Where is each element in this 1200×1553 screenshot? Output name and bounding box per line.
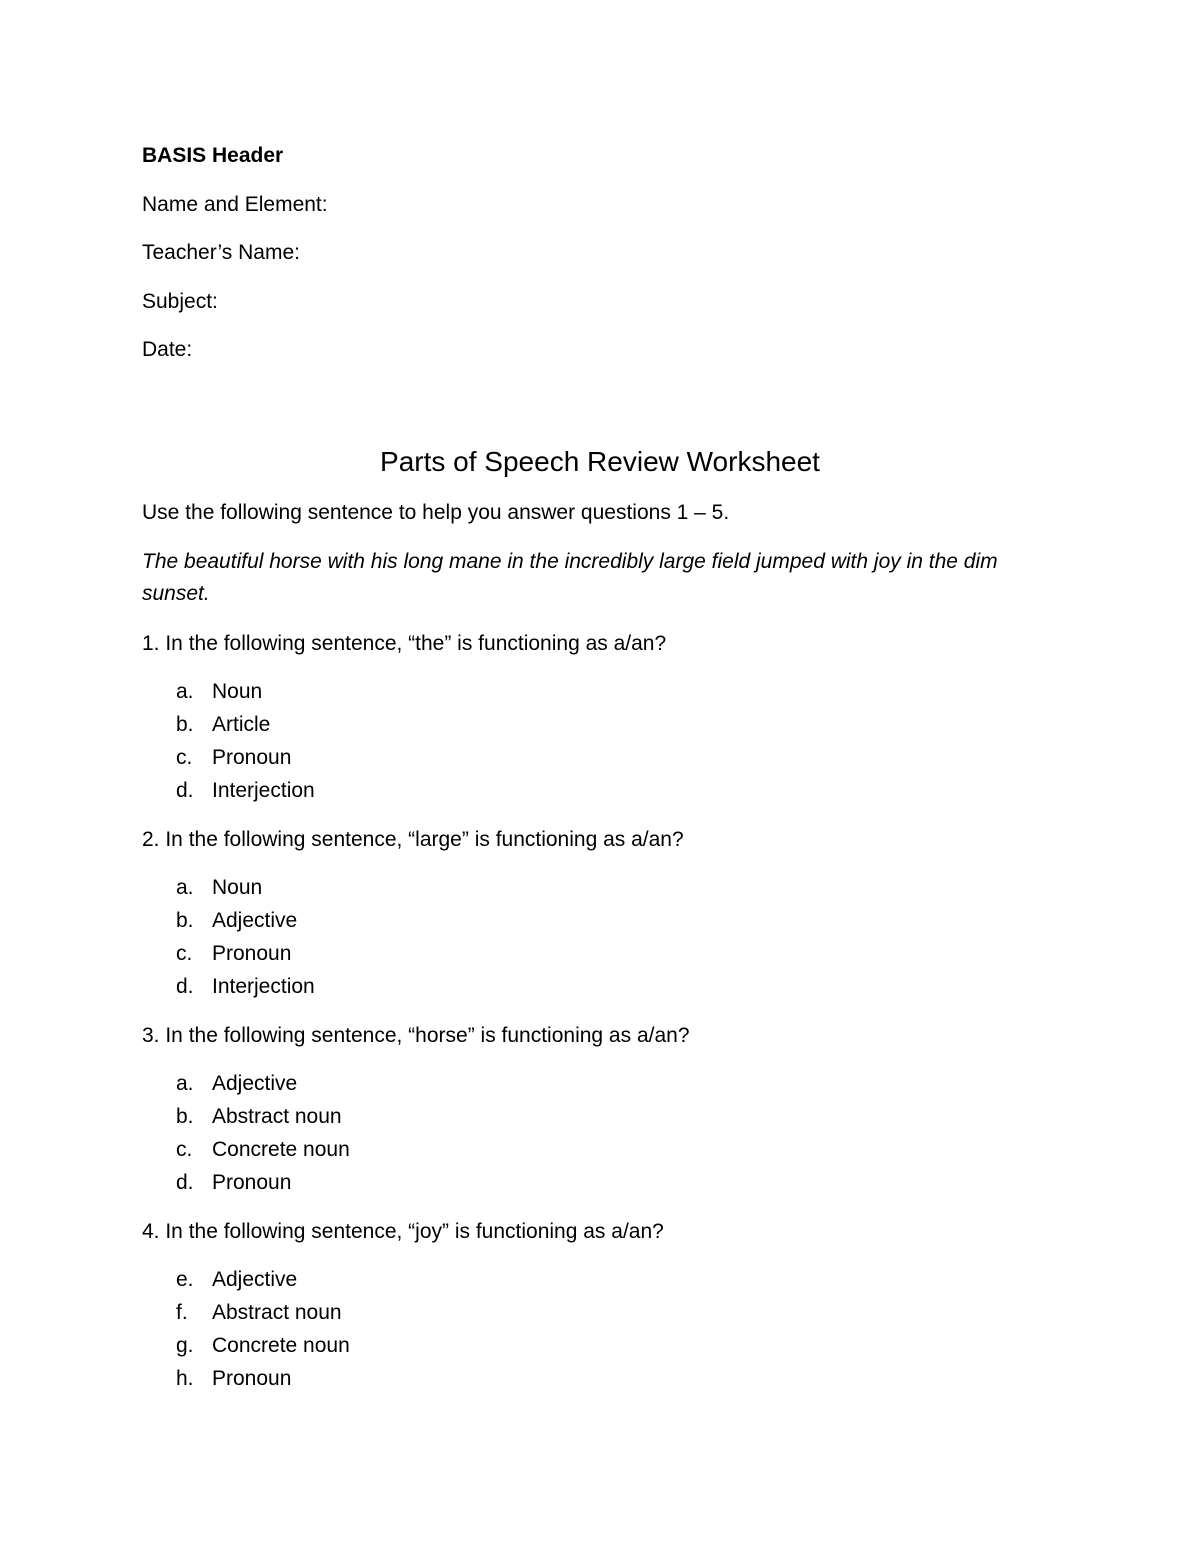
option-label: Adjective: [212, 1072, 298, 1095]
question-1-option-b: [176, 712, 270, 738]
question-2-option-c: [176, 941, 291, 967]
question-4-option-e: [176, 1267, 297, 1293]
question-3-option-a: [176, 1071, 297, 1097]
question-4: 4. In the following sentence, “joy” is functioning as a/an?: [142, 1220, 664, 1243]
option-label: Adjective: [212, 909, 298, 932]
option-letter: a.: [176, 680, 194, 703]
header-date: Date:: [142, 338, 193, 361]
option-letter: b.: [176, 909, 194, 932]
question-2-option-b: [176, 908, 297, 934]
header-teacher: Teacher’s Name:: [142, 241, 300, 264]
option-label: Adjective: [212, 1268, 298, 1291]
option-label: Interjection: [212, 779, 315, 802]
question-2-option-a: [176, 875, 262, 901]
question-1-option-a: [176, 679, 262, 705]
option-letter: g.: [176, 1334, 194, 1357]
question-3-option-d: [176, 1170, 291, 1196]
option-label: Pronoun: [212, 1367, 292, 1390]
header-name-element: Name and Element:: [142, 193, 328, 216]
question-3-option-b: [176, 1104, 342, 1130]
option-label: Noun: [212, 680, 263, 703]
option-letter: b.: [176, 713, 194, 736]
option-letter: e.: [176, 1268, 194, 1291]
option-label: Pronoun: [212, 1171, 292, 1194]
option-label: Pronoun: [212, 746, 292, 769]
header-school: BASIS Header: [142, 144, 284, 167]
option-label: Concrete noun: [212, 1138, 350, 1161]
question-2: 2. In the following sentence, “large” is functioning as a/an?: [142, 828, 684, 851]
question-1-option-d: [176, 778, 315, 804]
option-label: Abstract noun: [212, 1105, 342, 1128]
option-label: Interjection: [212, 975, 315, 998]
option-label: Pronoun: [212, 942, 292, 965]
question-3: 3. In the following sentence, “horse” is functioning as a/an?: [142, 1024, 690, 1047]
question-4-option-g: [176, 1333, 350, 1359]
option-letter: d.: [176, 1171, 194, 1194]
question-3-option-c: [176, 1137, 350, 1163]
question-4-option-f: [176, 1300, 342, 1326]
option-letter: h.: [176, 1367, 194, 1390]
question-1: 1. In the following sentence, “the” is functioning as a/an?: [142, 632, 667, 655]
option-label: Concrete noun: [212, 1334, 350, 1357]
option-letter: d.: [176, 779, 194, 802]
option-label: Article: [212, 713, 271, 736]
option-letter: c.: [176, 1138, 193, 1161]
example-sentence: The beautiful horse with his long mane in the incredibly large field jumped with joy in the dim sunset.: [142, 550, 998, 605]
question-4-option-h: [176, 1366, 291, 1392]
header-subject: Subject:: [142, 290, 218, 313]
option-letter: c.: [176, 746, 193, 769]
option-letter: a.: [176, 1072, 194, 1095]
option-letter: c.: [176, 942, 193, 965]
option-letter: d.: [176, 975, 194, 998]
question-1-option-c: [176, 745, 291, 771]
option-label: Abstract noun: [212, 1301, 342, 1324]
instruction: Use the following sentence to help you answer questions 1 – 5.: [142, 501, 730, 524]
question-2-option-d: [176, 974, 315, 1000]
option-letter: b.: [176, 1105, 194, 1128]
option-letter: f.: [176, 1301, 188, 1324]
page-title: Parts of Speech Review Worksheet: [380, 446, 820, 477]
option-label: Noun: [212, 876, 263, 899]
option-letter: a.: [176, 876, 194, 899]
